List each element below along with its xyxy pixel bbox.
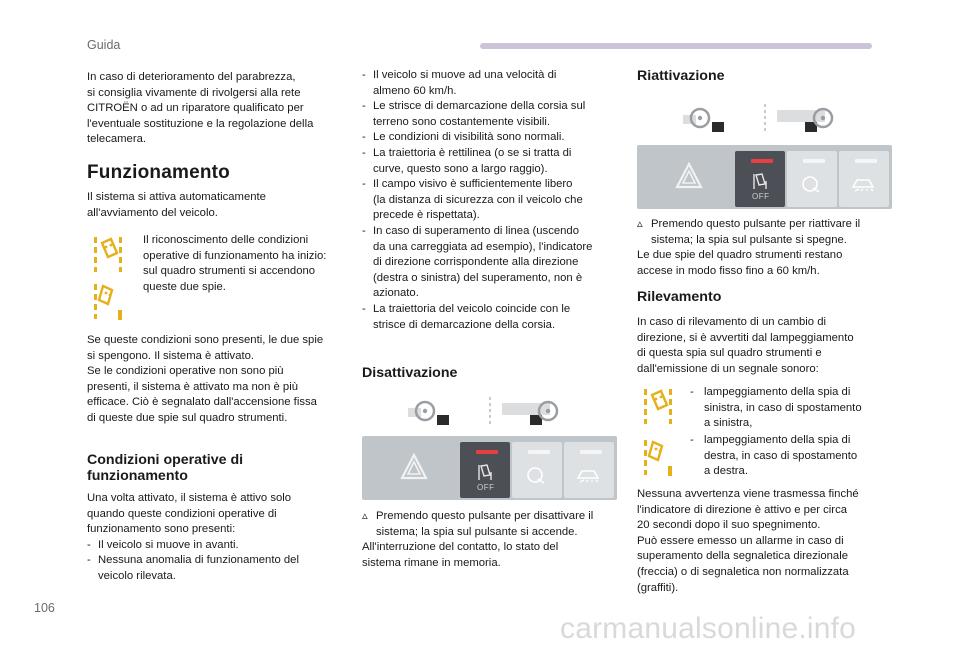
- paragraph-condizioni-operative: Una volta attivato, il sistema è attivo solo quando queste condizioni operative di funzionamento sono presenti: - Il veicolo si muove in avanti. - Nessuna anomalia di funzionamento del veicolo rilevata.: [87, 491, 347, 585]
- watermark: carmanualsonline.info: [560, 612, 857, 645]
- list-item: - Nessuna anomalia di funzionamento del veicolo rilevata.: [87, 554, 299, 582]
- spia-sinistra-text: - lampeggiamento della spia di sinistra, in caso di spostamento a sinistra,: [690, 386, 862, 430]
- list-item: - Le condizioni di visibilità sono normali.: [362, 131, 565, 144]
- lane-warning-right-icon: [643, 436, 673, 481]
- heading-condizioni-operative: Condizioni operative di funzionamento: [87, 452, 244, 484]
- dashboard-lamps-illustration: [637, 102, 892, 136]
- driver-alert-icon: [526, 464, 548, 486]
- lane-assist-off-button[interactable]: [735, 151, 785, 207]
- button-panel-deactivation: [362, 436, 617, 500]
- lane-car-icon: [478, 464, 494, 482]
- paragraph-disattivazione: ▵ Premendo questo pulsante per disattivare il sistema; la spia sul pulsante si accende. All'interruzione del contatto, lo stato del sistema rimane in memoria.: [362, 510, 594, 569]
- hazard-triangle-icon: [400, 452, 428, 482]
- steering-wheel-icon: [408, 402, 449, 425]
- paragraph-riconoscimento: Il riconoscimento delle condizioni operative di funzionamento ha inizio: sul quadro strumenti si accendono queste due spie.: [143, 234, 327, 293]
- paragraph-riattivazione: ▵ Premendo questo pulsante per riattivare il sistema; la spia sul pulsante si spegne. Le due spie del quadro strumenti restano accese in modo fisso fino a 60 km/h.: [637, 218, 861, 277]
- lane-assist-off-button[interactable]: [460, 442, 510, 498]
- list-item: - Le strisce di demarcazione della corsia sul terreno sono costantemente visibili.: [362, 100, 586, 128]
- list-item: - La traiettoria del veicolo coincide con le strisce di demarcazione della corsia.: [362, 302, 571, 331]
- paragraph-avvertenza: Nessuna avvertenza viene trasmessa finché l'indicatore di direzione è attivo e per circa 20 secondi dopo il suo spegnimento. Può essere emesso un allarme in caso di superamento della segnaletica direzionale (freccia) o di segnaletica non normalizzata (graffiti).: [637, 488, 859, 594]
- button-panel-reactivation: [637, 145, 892, 209]
- list-item: - In caso di superamento di linea (uscendo da una carreggiata ad esempio), l'indicatore di direzione corrispondente alla direzione (destra o sinistra) del superamento, non è azionato.: [362, 224, 593, 300]
- heading-riattivazione: Riattivazione: [637, 68, 725, 84]
- led-indicator: [751, 159, 773, 163]
- list-item: - Il veicolo si muove in avanti.: [87, 538, 239, 551]
- intro-paragraph: In caso di deterioramento del parabrezza, si consiglia vivamente di rivolgersi alla rete CITROËN o ad un riparatore qualificato per l'eventuale sostituzione e la regolazione della telecamera.: [87, 71, 314, 146]
- parking-sensor-icon: [851, 175, 877, 193]
- driver-attention-button[interactable]: [512, 442, 562, 498]
- page-number: 106: [34, 601, 55, 615]
- heading-funzionamento: Funzionamento: [87, 162, 230, 183]
- paragraph-rilevamento: In caso di rilevamento di un cambio di direzione, si è avvertiti dal lampeggiamento di questa spia sul quadro strumenti e dall'emissione di un segnale sonoro:: [637, 316, 854, 375]
- driver-attention-button[interactable]: [787, 151, 837, 207]
- off-label: OFF: [752, 192, 770, 201]
- hazard-triangle-icon: [675, 161, 703, 191]
- list-item: - Il campo visivo è sufficientemente libero (la distanza di sicurezza con il veicolo che precede è rispettata).: [362, 178, 583, 222]
- paragraph-attivazione-auto: Il sistema si attiva automaticamente all'avviamento del veicolo.: [87, 191, 266, 219]
- section-header: Guida: [87, 38, 121, 52]
- lane-warning-left-icon: [643, 385, 673, 430]
- off-label: OFF: [477, 483, 495, 492]
- lane-car-icon: [753, 173, 769, 191]
- list-item: - La traiettoria è rettilinea (o se si tratta di curve, questo sono a largo raggio).: [362, 146, 572, 175]
- lane-warning-left-icon: [93, 233, 123, 278]
- operating-conditions-list: [362, 68, 617, 333]
- driver-alert-icon: [801, 173, 823, 195]
- spia-destra-text: - lampeggiamento della spia di destra, in caso di spostamento a destra.: [690, 434, 858, 478]
- heading-rilevamento: Rilevamento: [637, 289, 722, 305]
- park-assist-button[interactable]: [839, 151, 889, 207]
- section-header-bar: [480, 43, 872, 49]
- dashboard-lamps-illustration: [362, 395, 617, 429]
- lane-warning-right-icon: [93, 280, 123, 325]
- park-assist-button[interactable]: [564, 442, 614, 498]
- parking-sensor-icon: [576, 466, 602, 484]
- led-indicator: [476, 450, 498, 454]
- heading-disattivazione: Disattivazione: [362, 365, 458, 381]
- paragraph-condizioni-presenti: Se queste condizioni sono presenti, le due spie si spengono. Il sistema è attivato. Se le condizioni operative non sono più presenti, il sistema è attivato ma non è più efficace. Ciò è segnalato dall'accensione fissa di queste due spie sul quadro strumenti.: [87, 334, 324, 424]
- list-item: - Il veicolo si muove ad una velocità di almeno 60 km/h.: [362, 69, 557, 97]
